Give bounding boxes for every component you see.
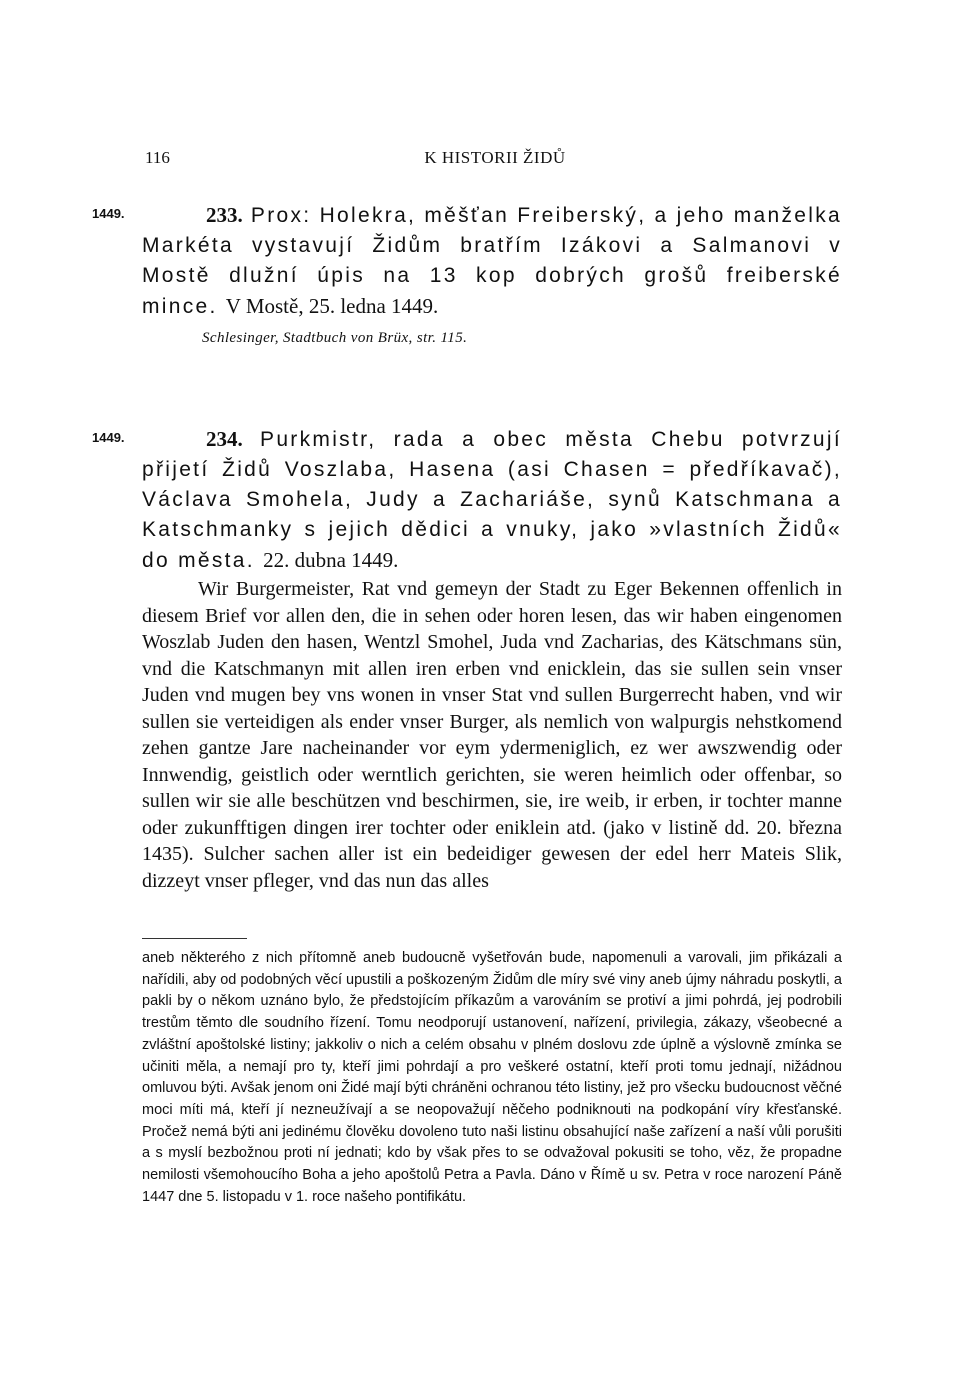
regest-text: Prox: Holekra, měšťan Freiberský, a jeho manželka Markéta vystavují Židům bratřím Izákovi a Salmanovi v Mostě dlužní úpis na 13 kop dobrých grošů freiberské mince. — [142, 204, 843, 318]
footnote-rule — [142, 938, 247, 939]
entry-number: 234. — [206, 427, 243, 451]
entry-year: 1449. — [92, 206, 125, 221]
page-number: 116 — [145, 148, 170, 167]
regest-date: V Mostě, 25. ledna 1449. — [225, 294, 439, 318]
entry-number: 233. — [206, 203, 243, 227]
entry-year: 1449. — [92, 430, 125, 445]
entry-233 — [92, 200, 843, 347]
regest-text: Purkmistr, rada a obec města Chebu potvrzují přijetí Židů Voszlaba, Hasena (asi Chasen = předříkavač), Václava Smohela, Judy a Zachariáše, synů Katschmana a Katschmanky s jejich dědici a vnuky, jako »vlastních Židů« do města. — [142, 428, 842, 572]
entry-regest — [142, 424, 842, 576]
entry-regest — [142, 200, 842, 322]
entry-234 — [92, 424, 842, 894]
source-citation: Schlesinger, Stadtbuch von Brüx, str. 115. — [202, 330, 468, 346]
running-title: K HISTORII ŽIDŮ — [424, 148, 566, 167]
charter-text: Wir Burgermeister, Rat vnd gemeyn der Stadt zu Eger Bekennen offenlich in diesem Brief vor allen den, die in sehen oder horen lesen, das wir haben eingenomen Woszlab Juden den hasen, Wentzl Smohel, Juda vnd Zacharias, des Kätschmans sün, vnd die Katschmanyn mit allen iren erben vnd enicklein, das sie sullen sein vnser Juden vnd mugen bey vns wonen in vnser Stat vnd sullen Burgerrecht haben, vnd wir sullen sie verteidigen als ender vnser Burger, als nemlich von walpurgis nehstkomend zehen gantze Jare nacheinander vor eym ydermeniglich, ez wer awszwendig oder Innwendig, geistlich oder werntlich gerichten, sie weren heimlich oder offenbar, so sullen wir sie alle beschützen vnd beschirmen, sie, ire weib, ir erben, ir tochter manne oder zukunfftigen dingen irer tochter oder eniklein atd. (jako v listině dd. 20. března 1435). Sulcher sachen aller ist ein bedeidiger gewesen der edel herr Mateis Slik, dizzeyt vnser pfleger, vnd das nun das alles — [142, 578, 842, 892]
footnote: aneb některého z nich přítomně aneb budoucně vyšetřován bude, napomenuli a varovali, jim přikázali a nařídili, aby od podobných věcí upustili a poškozeným Židům dle míry své viny aneb újmy náhradu poskytli, a pakli by o někom uznáno bylo, že předstojícím příkazům a varováním se protiví a jimi pohrdá, jej podrobili trestům těmto dle soudního řízení. Tomu neodporují ustanovení, nařízení, privilegia, zákazy, všeobecné a zvláštní apoštolské listiny; jakkoliv o nich a celém obsahu v plném doslovu zde úplně a výslovně zmínka se učiniti měla, a nemají pro ty, kteří jimi pohrdají a pro veškeré ostatní, kteří proti tomu jednají, nižádnou omluvou býti. Avšak jenom oni Židé mají býti chráněni ochranou této listiny, jež pro všecku budoucnost věčné moci míti má, kteří jí nezneužívají a se neopovažují něčeho podniknouti na podkopání víry křesťanské. Pročež nemá býti ani jedinému člověku dovoleno tuto naši listinu obsahující naše zařízení a naší vůli porušiti a s myslí bezbožnou proti ní jednati; kdo by však přes to se odvažoval pokusiti se toho, věz, že propadne nemilosti všemohoucího Boha a jeho apoštolů Petra a Pavla. Dáno v Římě u sv. Petra v roce narození Páně 1447 dne 5. listopadu v 1. roce našeho pontifikátu. — [142, 950, 842, 1205]
regest-date: 22. dubna 1449. — [263, 548, 399, 572]
page-header — [145, 146, 845, 170]
